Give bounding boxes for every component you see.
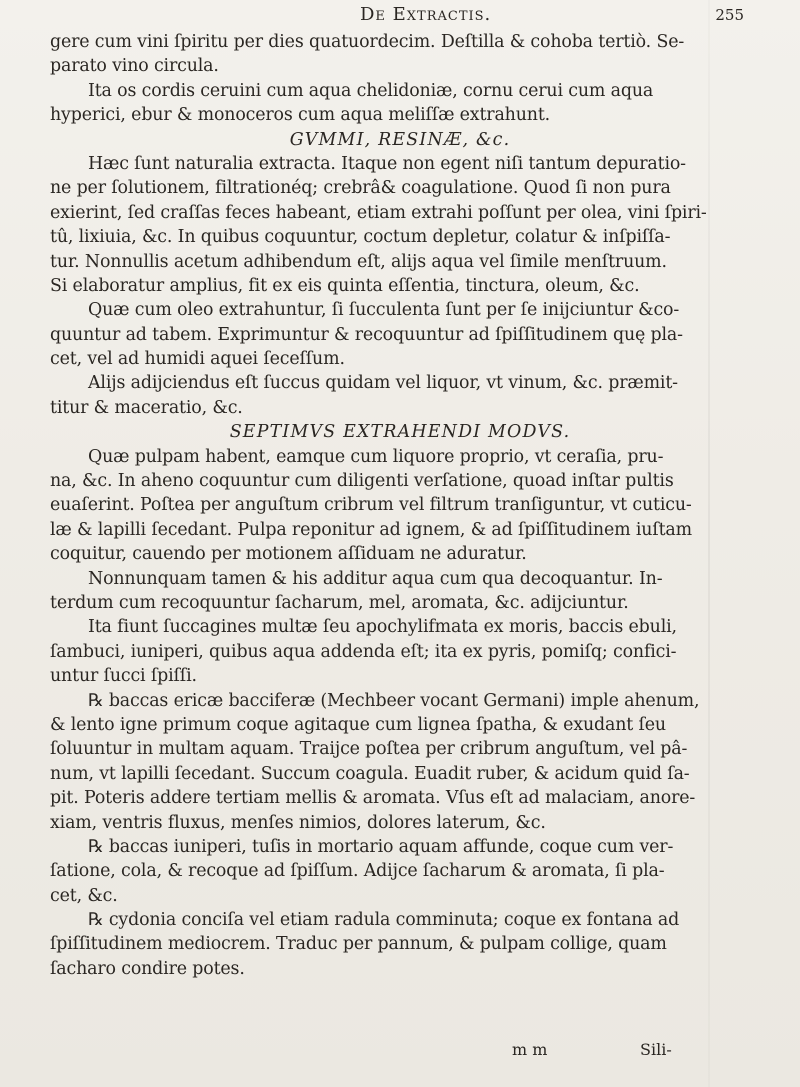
text-line: cet, &c. [50,885,118,906]
text-line: Hæc ſunt naturalia extracta. Itaque non egent niſi tantum depuratio- [88,153,686,174]
text-line: cet, vel ad humidi aquei ſeceſſum. [50,349,345,370]
text-line: ℞ baccas ericæ bacciferæ (Mechbeer vocant Germani) imple ahenum, [88,690,700,711]
text-line: ſpiſſitudinem mediocrem. Traduc per pannum, & pulpam collige, quam [50,934,667,955]
text-line: na, &c. In aheno coquuntur cum diligenti verſatione, quoad inſtar pultis [50,471,674,492]
text-line: Ita os cordis ceruini cum aqua chelidoniæ, cornu cerui cum aqua [88,80,654,101]
text-line: quuntur ad tabem. Exprimuntur & recoquuntur ad ſpiſſitudinem quę pla- [50,324,683,345]
text-line: Alijs adijciendus eſt ſuccus quidam vel liquor, vt vinum, &c. præmit- [88,373,678,394]
text-line: parato vino circula. [50,56,219,77]
text-line: gere cum vini ſpiritu per dies quatuordecim. Deſtilla & cohoba tertiò. Se- [50,32,685,52]
text-line: ſambuci, iuniperi, quibus aqua addenda eſt; ita ex pyris, pomiſq; confici- [50,641,677,662]
text-line: untur ſucci ſpiſſi. [50,666,197,687]
text-line: terdum cum recoquuntur ſacharum, mel, aromata, &c. adijciuntur. [50,592,629,613]
page-number: 255 [715,6,744,24]
text-line: num, vt lapilli ſecedant. Succum coagula. Euadit ruber, & acidum quid ſa- [50,763,690,784]
text-line: coquitur, cauendo per motionem aſſiduam ne aduratur. [50,544,527,565]
text-line: Nonnunquam tamen & his additur aqua cum qua decoquantur. In- [88,568,663,589]
text-line: ℞ cydonia conciſa vel etiam radula comminuta; coque ex fontana ad [88,910,680,931]
catchword: Sili- [640,1040,672,1059]
text-line: titur & maceratio, &c. [50,397,243,418]
text-line: pit. Poteris addere tertiam mellis & aromata. Vſus eſt ad malaciam, anore- [50,788,696,809]
text-line: exierint, ſed craſſas feces habeant, etiam extrahi poſſunt per olea, vini ſpiri- [50,202,707,223]
body-text [50,30,750,981]
text-line: ſatione, cola, & recoque ad ſpiſſum. Adijce ſacharum & aromata, ſi pla- [50,861,665,882]
section-heading: SEPTIMVS EXTRAHENDI MODVS. [229,422,571,443]
text-line: hyperici, ebur & monoceros cum aqua meliſſæ extrahunt. [50,105,551,126]
running-title: De Extractis. [360,4,492,25]
text-line: tû, lixiuia, &c. In quibus coquuntur, coctum depletur, colatur & inſpiſſa- [50,227,671,248]
text-line: læ & lapilli ſecedant. Pulpa reponitur ad ignem, & ad ſpiſſitudinem iuſtam [50,519,692,540]
text-line: ſacharo condire potes. [50,958,245,979]
text-line: ſoluuntur in multam aquam. Traijce poſtea per cribrum anguſtum, vel pâ- [50,739,688,760]
text-line: ne per ſolutionem, filtrationéq; crebrâ& coagulatione. Quod ſi non pura [50,178,671,199]
signature-mark: m m [512,1040,548,1059]
text-line: xiam, ventris fluxus, menſes nimios, dolores laterum, &c. [50,812,546,833]
text-line: Ita fiunt ſuccagines multæ ſeu apochylifmata ex moris, baccis ebuli, [88,617,677,638]
section-heading: GVMMI, RESINÆ, &c. [289,129,511,150]
text-line: Quæ cum oleo extrahuntur, ſi ſucculenta ſunt per ſe inijciuntur &co- [88,300,680,321]
text-line: Quæ pulpam habent, eamque cum liquore proprio, vt ceraſia, pru- [88,446,664,467]
text-line: Si elaboratur amplius, fit ex eis quinta eſſentia, tinctura, oleum, &c. [50,275,640,296]
text-line: ℞ baccas iuniperi, tuſis in mortario aquam affunde, coque cum ver- [88,836,674,857]
text-line: euaſerint. Poſtea per anguſtum cribrum vel filtrum tranſiguntur, vt cuticu- [50,495,692,516]
text-line: & lento igne primum coque agitaque cum lignea ſpatha, & exudant ſeu [50,714,666,735]
page-footer [0,1040,800,1080]
text-line: tur. Nonnullis acetum adhibendum eſt, alijs aqua vel ſimile menſtruum. [50,251,667,272]
